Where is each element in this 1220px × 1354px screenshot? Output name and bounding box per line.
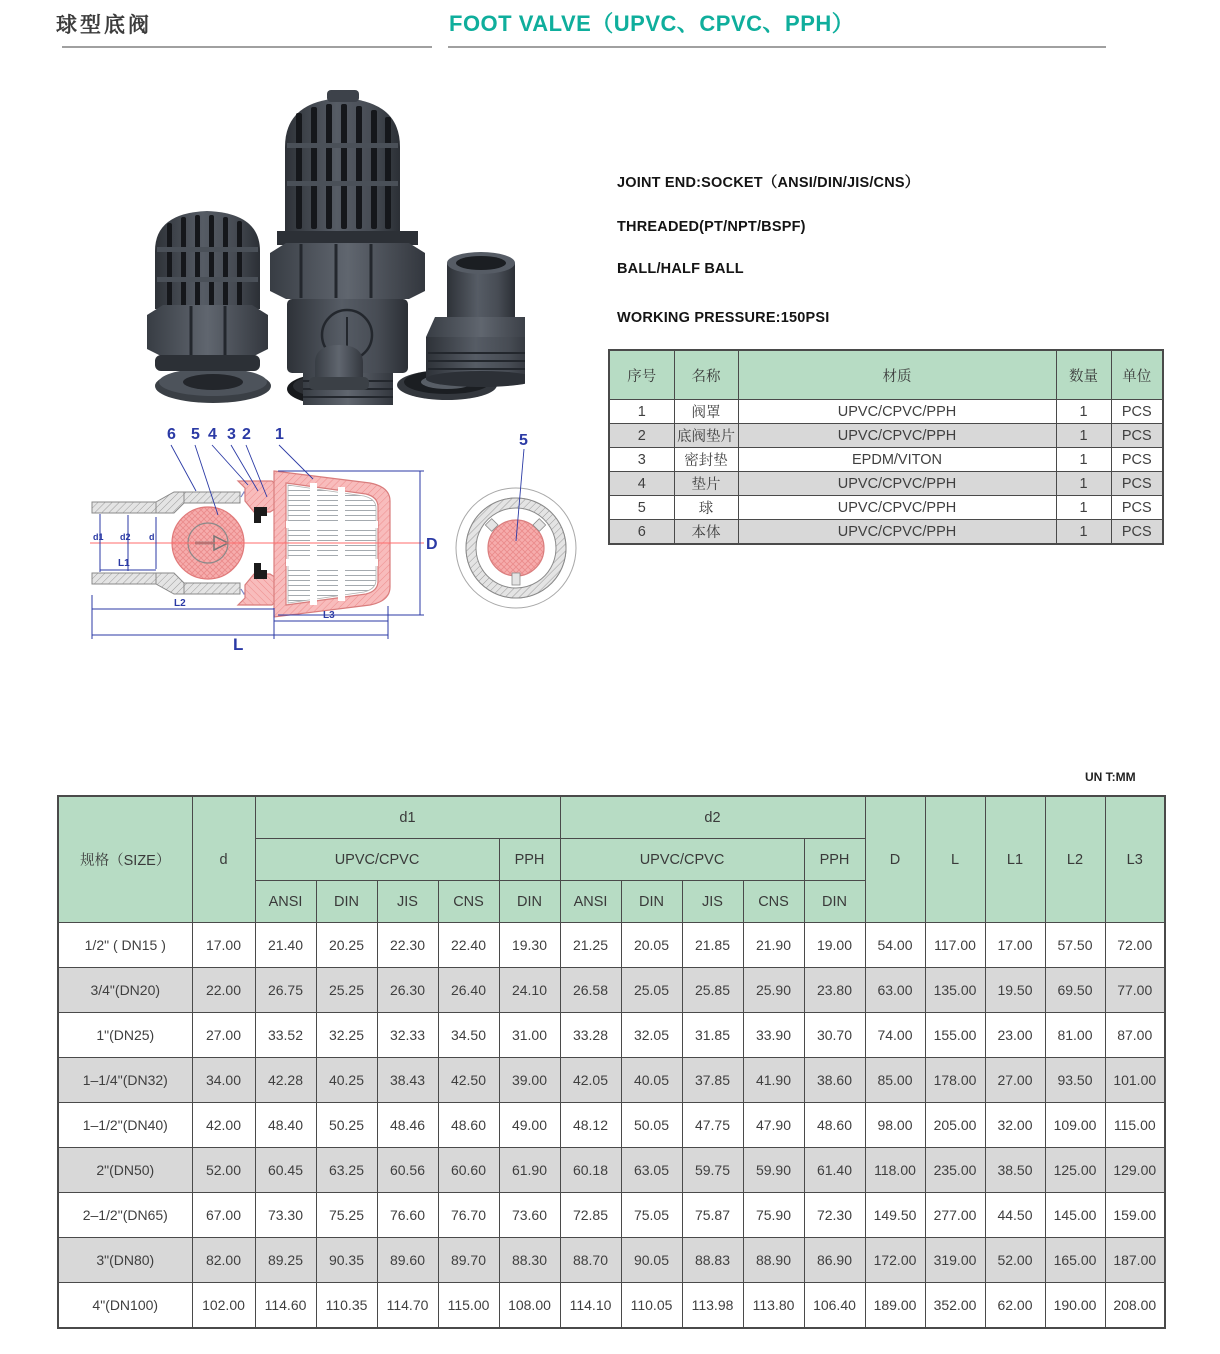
dim-value-cell: 38.43 [377,1058,438,1103]
dimension-table [57,795,1166,1329]
parts-table-cell: 5 [609,496,674,520]
dim-value-cell: 76.60 [377,1193,438,1238]
dim-value-cell: 21.25 [560,923,621,968]
dim-value-cell: 32.05 [621,1013,682,1058]
parts-table-cell: 1 [609,400,674,424]
dim-l1: L1 [118,558,130,569]
std-pph-din-d1: DIN [499,881,560,923]
col-header-D: D [865,796,925,923]
page-title-chinese: 球型底阀 [56,14,152,37]
dim-value-cell: 178.00 [925,1058,985,1103]
dim-value-cell: 117.00 [925,923,985,968]
dim-value-cell: 89.60 [377,1238,438,1283]
parts-table-cell: 1 [1056,424,1111,448]
dim-value-cell: 87.00 [1105,1013,1165,1058]
col-header-qty: 数量 [1056,350,1111,400]
dim-value-cell: 62.00 [985,1283,1045,1329]
dim-value-cell: 77.00 [1105,968,1165,1013]
dim-value-cell: 50.05 [621,1103,682,1148]
dim-value-cell: 115.00 [438,1283,499,1329]
parts-table-row [609,424,1163,448]
dim-value-cell: 98.00 [865,1103,925,1148]
parts-table-cell: 密封垫 [674,448,738,472]
dim-value-cell: 52.00 [985,1238,1045,1283]
dim-value-cell: 205.00 [925,1103,985,1148]
spec-joint-end: JOINT END:SOCKET（ANSI/DIN/JIS/CNS） [617,175,920,191]
parts-table-cell: PCS [1111,448,1163,472]
col-header-L1: L1 [985,796,1045,923]
dim-d: d [149,532,155,542]
dim-value-cell: 25.25 [316,968,377,1013]
dim-value-cell: 81.00 [1045,1013,1105,1058]
material-group-pph-d1: PPH [499,839,560,881]
dim-table-row [58,1283,1165,1329]
dim-value-cell: 26.40 [438,968,499,1013]
dim-value-cell: 89.70 [438,1238,499,1283]
dim-value-cell: 39.00 [499,1058,560,1103]
parts-table-row [609,400,1163,424]
dim-value-cell: 25.90 [743,968,804,1013]
dim-value-cell: 73.30 [255,1193,316,1238]
callout-2: 2 [242,426,251,443]
dim-value-cell: 57.50 [1045,923,1105,968]
dim-table-row [58,923,1165,968]
parts-table-cell: 垫片 [674,472,738,496]
page-title-english: FOOT VALVE（UPVC、CPVC、PPH） [449,11,855,36]
col-header-size: 规格（SIZE） [58,796,192,923]
dim-table-row [58,1013,1165,1058]
parts-table-row [609,448,1163,472]
dim-table-row [58,1148,1165,1193]
parts-table-cell: 3 [609,448,674,472]
dim-value-cell: 108.00 [499,1283,560,1329]
dim-size-cell: 1–1/2"(DN40) [58,1103,192,1148]
strainer-cone-section [274,471,390,617]
dim-value-cell: 114.70 [377,1283,438,1329]
dim-value-cell: 48.40 [255,1103,316,1148]
spec-threaded: THREADED(PT/NPT/BSPF) [617,219,806,235]
dim-value-cell: 26.30 [377,968,438,1013]
gasket-disc [155,368,271,403]
dim-value-cell: 63.25 [316,1148,377,1193]
dim-value-cell: 101.00 [1105,1058,1165,1103]
dim-size-cell: 4"(DN100) [58,1283,192,1329]
parts-table-cell: 6 [609,520,674,545]
callout-1: 1 [275,426,284,443]
dim-value-cell: 125.00 [1045,1148,1105,1193]
dim-table-row [58,1238,1165,1283]
dim-value-cell: 26.75 [255,968,316,1013]
dim-size-cell: 3/4"(DN20) [58,968,192,1013]
dim-table-row [58,968,1165,1013]
dim-value-cell: 67.00 [192,1193,255,1238]
dim-value-cell: 49.00 [499,1103,560,1148]
dim-value-cell: 90.05 [621,1238,682,1283]
parts-table-cell: 2 [609,424,674,448]
dim-value-cell: 72.30 [804,1193,865,1238]
callout-5: 5 [191,426,200,443]
dim-value-cell: 352.00 [925,1283,985,1329]
col-header-L3: L3 [1105,796,1165,923]
parts-table-cell: UPVC/CPVC/PPH [738,400,1056,424]
dim-value-cell: 54.00 [865,923,925,968]
end-view-callout-5: 5 [519,432,528,449]
spec-ball: BALL/HALF BALL [617,261,744,277]
dim-value-cell: 23.00 [985,1013,1045,1058]
dim-value-cell: 172.00 [865,1238,925,1283]
dim-value-cell: 102.00 [192,1283,255,1329]
std-cns-d2: CNS [743,881,804,923]
dim-size-cell: 2–1/2"(DN65) [58,1193,192,1238]
dim-value-cell: 88.30 [499,1238,560,1283]
std-jis-d2: JIS [682,881,743,923]
dim-value-cell: 25.05 [621,968,682,1013]
dim-value-cell: 32.33 [377,1013,438,1058]
header-divider-left [62,46,432,48]
dim-value-cell: 75.90 [743,1193,804,1238]
dim-value-cell: 33.28 [560,1013,621,1058]
col-header-L: L [925,796,985,923]
dim-value-cell: 88.90 [743,1238,804,1283]
dim-value-cell: 89.25 [255,1238,316,1283]
dim-value-cell: 25.85 [682,968,743,1013]
section-drawing [78,423,613,663]
dim-value-cell: 145.00 [1045,1193,1105,1238]
dim-value-cell: 113.80 [743,1283,804,1329]
dim-value-cell: 235.00 [925,1148,985,1193]
callout-6: 6 [167,426,176,443]
dim-value-cell: 110.35 [316,1283,377,1329]
end-view [456,432,576,608]
parts-table-cell: 1 [1056,448,1111,472]
parts-table-cell: 底阀垫片 [674,424,738,448]
dim-value-cell: 20.05 [621,923,682,968]
dim-value-cell: 208.00 [1105,1283,1165,1329]
dim-table-body [58,923,1165,1329]
epdm-seal [254,507,267,523]
parts-table-cell: 1 [1056,496,1111,520]
col-header-material: 材质 [738,350,1056,400]
dim-value-cell: 40.25 [316,1058,377,1103]
material-group-pph-d2: PPH [804,839,865,881]
col-group-d2: d2 [560,796,865,839]
dim-value-cell: 47.75 [682,1103,743,1148]
dim-value-cell: 48.12 [560,1103,621,1148]
dim-value-cell: 75.05 [621,1193,682,1238]
dim-d2: d2 [120,532,131,542]
dim-value-cell: 165.00 [1045,1238,1105,1283]
dim-value-cell: 21.90 [743,923,804,968]
dim-value-cell: 114.10 [560,1283,621,1329]
parts-table-cell: PCS [1111,400,1163,424]
dim-value-cell: 159.00 [1105,1193,1165,1238]
dim-value-cell: 69.50 [1045,968,1105,1013]
dim-value-cell: 60.56 [377,1148,438,1193]
dim-table-row [58,1058,1165,1103]
dim-value-cell: 33.52 [255,1013,316,1058]
dim-value-cell: 60.18 [560,1148,621,1193]
dim-value-cell: 277.00 [925,1193,985,1238]
dim-value-cell: 38.60 [804,1058,865,1103]
dim-size-cell: 1/2" ( DN15 ) [58,923,192,968]
parts-table-cell: 球 [674,496,738,520]
dim-value-cell: 59.75 [682,1148,743,1193]
dim-value-cell: 319.00 [925,1238,985,1283]
dim-size-cell: 1"(DN25) [58,1013,192,1058]
dim-d1: d1 [93,532,104,542]
dim-value-cell: 61.90 [499,1148,560,1193]
dim-value-cell: 42.28 [255,1058,316,1103]
dim-value-cell: 17.00 [985,923,1045,968]
dim-value-cell: 22.30 [377,923,438,968]
dim-value-cell: 75.87 [682,1193,743,1238]
parts-table-cell: UPVC/CPVC/PPH [738,520,1056,545]
dim-value-cell: 24.10 [499,968,560,1013]
std-pph-din-d2: DIN [804,881,865,923]
dim-value-cell: 22.00 [192,968,255,1013]
dim-value-cell: 135.00 [925,968,985,1013]
dim-header-row-1 [58,796,1165,839]
small-foot-valve [147,211,268,371]
dim-value-cell: 106.40 [804,1283,865,1329]
parts-table-cell: 4 [609,472,674,496]
dim-value-cell: 37.85 [682,1058,743,1103]
dim-value-cell: 21.85 [682,923,743,968]
header-divider-right [448,46,1106,48]
dim-value-cell: 48.60 [438,1103,499,1148]
dim-table-row [58,1103,1165,1148]
dim-value-cell: 129.00 [1105,1148,1165,1193]
dim-size-cell: 2"(DN50) [58,1148,192,1193]
dim-l: L [233,635,244,654]
dim-value-cell: 85.00 [865,1058,925,1103]
parts-table-cell: 1 [1056,520,1111,545]
col-header-L2: L2 [1045,796,1105,923]
dim-value-cell: 93.50 [1045,1058,1105,1103]
std-ansi-d2: ANSI [560,881,621,923]
parts-table [608,349,1164,545]
parts-table-cell: 本体 [674,520,738,545]
parts-table-row [609,520,1163,545]
dim-value-cell: 23.80 [804,968,865,1013]
dim-value-cell: 59.90 [743,1148,804,1193]
dim-value-cell: 48.60 [804,1103,865,1148]
dim-value-cell: 72.85 [560,1193,621,1238]
parts-table-row [609,496,1163,520]
parts-table-cell: PCS [1111,424,1163,448]
dim-value-cell: 32.00 [985,1103,1045,1148]
dim-value-cell: 187.00 [1105,1238,1165,1283]
dim-value-cell: 34.50 [438,1013,499,1058]
dim-value-cell: 34.00 [192,1058,255,1103]
dim-value-cell: 17.00 [192,923,255,968]
dim-value-cell: 41.90 [743,1058,804,1103]
std-cns-d1: CNS [438,881,499,923]
dim-value-cell: 26.58 [560,968,621,1013]
dim-value-cell: 31.00 [499,1013,560,1058]
spec-working-pressure: WORKING PRESSURE:150PSI [617,310,830,326]
std-din-d2: DIN [621,881,682,923]
dim-value-cell: 19.30 [499,923,560,968]
dim-value-cell: 189.00 [865,1283,925,1329]
product-photo [95,85,525,410]
parts-table-cell: 1 [1056,472,1111,496]
dim-value-cell: 27.00 [985,1058,1045,1103]
dim-value-cell: 86.90 [804,1238,865,1283]
dim-value-cell: 115.00 [1105,1103,1165,1148]
col-header-name: 名称 [674,350,738,400]
parts-table-cell: PCS [1111,520,1163,545]
dim-value-cell: 44.50 [985,1193,1045,1238]
std-ansi-d1: ANSI [255,881,316,923]
parts-table-cell: EPDM/VITON [738,448,1056,472]
dim-l2: L2 [174,598,186,609]
parts-table-cell: UPVC/CPVC/PPH [738,472,1056,496]
dim-value-cell: 60.60 [438,1148,499,1193]
dim-value-cell: 52.00 [192,1148,255,1193]
dim-value-cell: 190.00 [1045,1283,1105,1329]
parts-table-cell: UPVC/CPVC/PPH [738,496,1056,520]
dim-value-cell: 155.00 [925,1013,985,1058]
dim-value-cell: 22.40 [438,923,499,968]
dim-table-row [58,1193,1165,1238]
dim-size-cell: 1–1/4"(DN32) [58,1058,192,1103]
dim-value-cell: 42.50 [438,1058,499,1103]
col-header-index: 序号 [609,350,674,400]
dim-value-cell: 76.70 [438,1193,499,1238]
dim-value-cell: 74.00 [865,1013,925,1058]
dim-value-cell: 114.60 [255,1283,316,1329]
dim-value-cell: 63.00 [865,968,925,1013]
dim-value-cell: 32.25 [316,1013,377,1058]
dim-value-cell: 38.50 [985,1148,1045,1193]
material-group-upvc-d1: UPVC/CPVC [255,839,499,881]
dim-l3: L3 [323,610,335,621]
dim-value-cell: 61.40 [804,1148,865,1193]
dim-value-cell: 72.00 [1105,923,1165,968]
std-din-d1: DIN [316,881,377,923]
dim-value-cell: 30.70 [804,1013,865,1058]
col-header-d: d [192,796,255,923]
dim-d-height: D [426,536,438,553]
dim-value-cell: 42.00 [192,1103,255,1148]
parts-table-header-row [609,350,1163,400]
dim-value-cell: 90.35 [316,1238,377,1283]
dim-value-cell: 20.25 [316,923,377,968]
parts-table-cell: 1 [1056,400,1111,424]
parts-table-cell: PCS [1111,496,1163,520]
dim-value-cell: 63.05 [621,1148,682,1193]
parts-table-cell: UPVC/CPVC/PPH [738,424,1056,448]
dim-value-cell: 73.60 [499,1193,560,1238]
dim-value-cell: 88.70 [560,1238,621,1283]
dim-value-cell: 31.85 [682,1013,743,1058]
dim-value-cell: 149.50 [865,1193,925,1238]
dim-value-cell: 42.05 [560,1058,621,1103]
dim-value-cell: 40.05 [621,1058,682,1103]
dim-value-cell: 113.98 [682,1283,743,1329]
dim-value-cell: 110.05 [621,1283,682,1329]
dim-value-cell: 75.25 [316,1193,377,1238]
parts-table-body [609,400,1163,545]
parts-table-row [609,472,1163,496]
dim-value-cell: 82.00 [192,1238,255,1283]
callout-4: 4 [208,426,217,443]
col-header-unit: 单位 [1111,350,1163,400]
parts-table-cell: 阀罩 [674,400,738,424]
callout-3: 3 [227,426,236,443]
dim-value-cell: 21.40 [255,923,316,968]
dim-value-cell: 33.90 [743,1013,804,1058]
dim-value-cell: 109.00 [1045,1103,1105,1148]
dim-size-cell: 3"(DN80) [58,1238,192,1283]
dim-value-cell: 60.45 [255,1148,316,1193]
dim-value-cell: 48.46 [377,1103,438,1148]
std-jis-d1: JIS [377,881,438,923]
dim-value-cell: 47.90 [743,1103,804,1148]
material-group-upvc-d2: UPVC/CPVC [560,839,804,881]
dim-value-cell: 19.00 [804,923,865,968]
dim-value-cell: 50.25 [316,1103,377,1148]
dim-value-cell: 19.50 [985,968,1045,1013]
col-group-d1: d1 [255,796,560,839]
dim-value-cell: 118.00 [865,1148,925,1193]
socket-adapter [426,252,525,387]
parts-table-cell: PCS [1111,472,1163,496]
dim-value-cell: 27.00 [192,1013,255,1058]
dim-value-cell: 88.83 [682,1238,743,1283]
unit-note: UN T:MM [1085,770,1136,784]
